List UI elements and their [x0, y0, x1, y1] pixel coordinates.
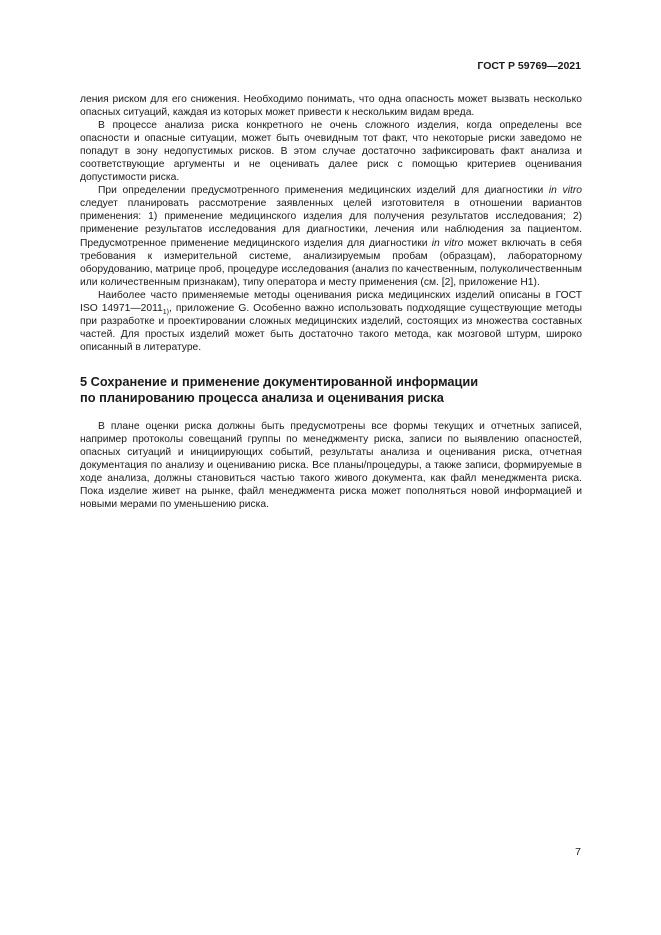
- paragraph-methods-part-a: Наиболее часто применяемые методы оценивания риска медицинских изделий описаны в ГОСТ ISO 14971—2011: [80, 289, 582, 314]
- paragraph-in-vitro-part-e: может включать в себя требования к измерительной системе, анализируемым пробам (образцам), лабораторному оборудованию, матрице проб, процедуре исследования (анализ по качественным, полуколичественным или количественным признакам), типу оператора и месту применения (см. [2], приложение Н1).: [80, 237, 583, 288]
- paragraph-in-vitro-part-c: следует планировать рассмотрение заявленных целей изготовителя в отношении вариантов применения: 1) применение медицинского изделия для получения результатов исследования; 2) применение результатов исследования для диагностики, лечения или наблюдения за пациентом. Предусмотренное применение медицинского изделия для диагностики: [80, 198, 582, 249]
- paragraph-in-vitro: [80, 184, 582, 288]
- paragraph-methods-part-b: , приложение G. Особенно важно использовать подходящие существующие методы при разработке и проектировании сложных медицинских изделий, состоящих из множества составных частей. Для простых изделий может быть достаточно такого метода, как мозговой штурм, широко описанный в литературе.: [80, 302, 583, 353]
- document-header-standard-id: ГОСТ Р 59769—2021: [477, 60, 581, 72]
- section-heading: [80, 374, 582, 406]
- document-body: [80, 93, 582, 511]
- section-paragraph: В плане оценки риска должны быть предусмотрены все формы текущих и отчетных записей, например протоколы совещаний группы по менеджменту риска, записи по выявлению опасностей, опасных ситуаций и инициирующих событий, результаты анализа и оценивания риска, отчетная документация по анализу и оцениванию риска. Все планы/процедуры, а также записи, формируемые в ходе анализа, должны становиться частью такого живого документа, как файл менеджмента риска. Пока изделие живет на рынке, файл менеджмента риска может пополняться новой информацией и новыми мерами по уменьшению риска.: [80, 420, 582, 511]
- section-heading-line-1: 5 Сохранение и применение документированной информации: [80, 373, 479, 389]
- paragraph-in-vitro-term-1: in vitro: [548, 185, 582, 197]
- paragraph-continuation: ления риском для его снижения. Необходимо понимать, что одна опасность может вызвать несколько опасных ситуаций, каждая из которых может привести к нескольким видам вреда.: [80, 94, 582, 119]
- paragraph-in-vitro-part-a: При определении предусмотренного применения медицинских изделий для диагностики: [98, 185, 549, 197]
- paragraph-risk-analysis: В процессе анализа риска конкретного не очень сложного изделия, когда определены все опасности и опасные ситуации, может быть очевидным тот факт, что некоторые риски заведомо не попадут в зону недопустимых рисков. В этом случае достаточно зафиксировать факт анализа и соответствующие аргументы и не оценивать далее риск с помощью критериев оценивания допустимости риска.: [80, 120, 582, 184]
- paragraph-methods: [80, 289, 582, 354]
- paragraph-in-vitro-term-2: in vitro: [431, 237, 464, 249]
- section-heading-line-2: по планированию процесса анализа и оценивания риска: [80, 389, 444, 405]
- footnote-marker: 1): [162, 308, 170, 316]
- page-number: 7: [575, 846, 581, 858]
